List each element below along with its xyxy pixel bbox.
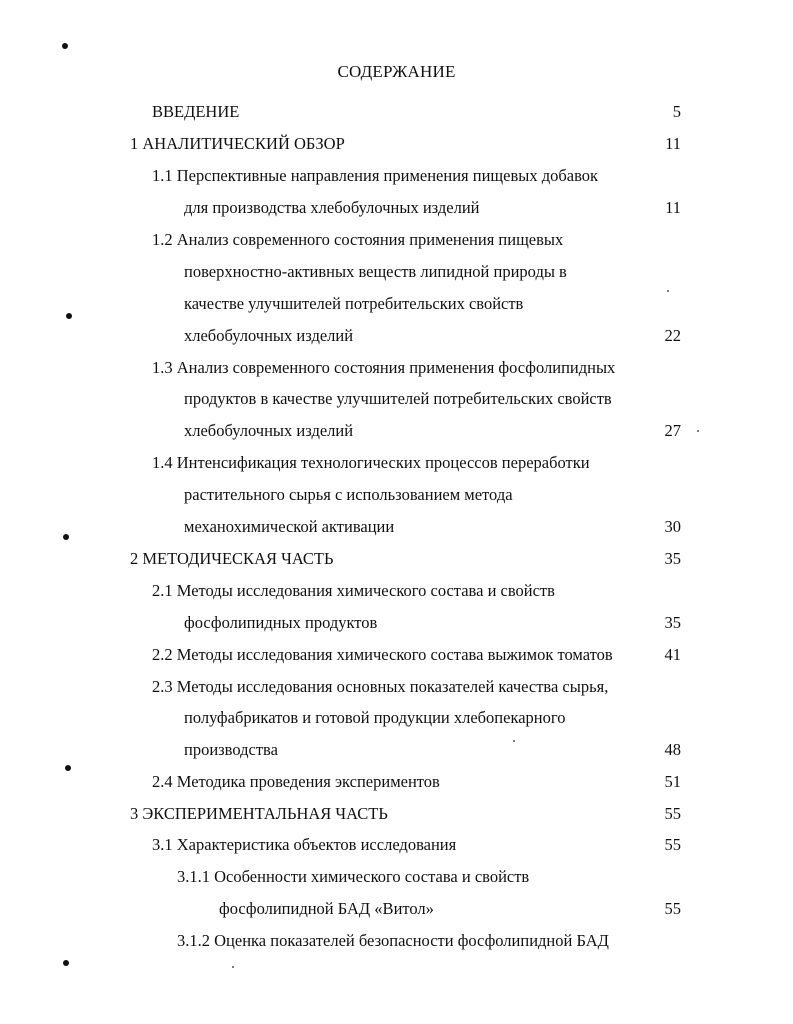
toc-entry-page: 27 (664, 421, 681, 440)
toc-entry-text: 2.1 Методы исследования химического состава и свойств (152, 581, 555, 600)
toc-entry-text: 1.2 Анализ современного состояния применения пищевых (152, 230, 564, 249)
toc-entry-page: 48 (664, 740, 681, 759)
toc-entry-text: 2.3 Методы исследования основных показателей качества сырья, (152, 677, 609, 696)
toc-entry-text: полуфабрикатов и готовой продукции хлебопекарного (184, 708, 566, 727)
toc-entry-text: фосфолипидных продуктов (184, 613, 378, 632)
toc-entry-page: 35 (664, 613, 681, 632)
toc-entry-page: 5 (672, 102, 681, 121)
toc-entry-text: 1.3 Анализ современного состояния применения фосфолипидных (152, 358, 616, 377)
toc-entry-text: качестве улучшителей потребительских свойств (184, 294, 524, 313)
toc-entry-text: 3.1 Характеристика объектов исследования (152, 835, 457, 854)
toc-entry-text: производства (184, 740, 278, 759)
scan-speck (667, 290, 669, 292)
toc-entry-text: 2 МЕТОДИЧЕСКАЯ ЧАСТЬ (130, 549, 334, 568)
toc-entry-page: 51 (664, 772, 681, 791)
binding-mark (63, 960, 69, 966)
scan-speck (513, 740, 515, 742)
toc-entry-text: продуктов в качестве улучшителей потребительских свойств (184, 389, 612, 408)
toc-entry-text: механохимической активации (184, 517, 395, 536)
toc-entry-text: растительного сырья с использованием метода (184, 485, 513, 504)
binding-mark (62, 43, 68, 49)
toc-entry-page: 35 (664, 549, 681, 568)
toc-entry-text: 3.1.1 Особенности химического состава и свойств (177, 867, 530, 886)
toc-entry-text: 3 ЭКСПЕРИМЕНТАЛЬНАЯ ЧАСТЬ (130, 804, 388, 823)
binding-mark (63, 534, 69, 540)
toc-entry-text: для производства хлебобулочных изделий (184, 198, 480, 217)
page-title: СОДЕРЖАНИЕ (337, 62, 456, 81)
toc-entry-page: 41 (664, 645, 681, 664)
toc-entry-page: 55 (664, 899, 681, 918)
toc-entry-page: 22 (664, 326, 681, 345)
toc-entry-text: ВВЕДЕНИЕ (152, 102, 240, 121)
toc-entry-text: 1.1 Перспективные направления применения пищевых добавок (152, 166, 599, 185)
scan-speck (697, 430, 699, 432)
toc-entry-page: 11 (665, 134, 681, 153)
toc-entry-page: 11 (665, 198, 681, 217)
toc-entry-text: 1.4 Интенсификация технологических процессов переработки (152, 453, 590, 472)
toc-entry-text: 2.2 Методы исследования химического состава выжимок томатов (152, 645, 613, 664)
toc-entry-text: фосфолипидной БАД «Витол» (219, 899, 434, 918)
toc-entry-text: 1 АНАЛИТИЧЕСКИЙ ОБЗОР (130, 134, 345, 153)
binding-mark (66, 313, 72, 319)
toc-entry-text: 2.4 Методика проведения экспериментов (152, 772, 440, 791)
toc-entry-page: 30 (664, 517, 681, 536)
toc-entry-text: хлебобулочных изделий (184, 326, 354, 345)
binding-mark (65, 765, 71, 771)
toc-entry-page: 55 (664, 835, 681, 854)
toc-entry-text: поверхностно-активных веществ липидной природы в (184, 262, 567, 281)
toc-entry-text: хлебобулочных изделий (184, 421, 354, 440)
toc-entry-page: 55 (664, 804, 681, 823)
scan-speck (232, 966, 234, 968)
toc-entry-text: 3.1.2 Оценка показателей безопасности фосфолипидной БАД (177, 931, 609, 950)
